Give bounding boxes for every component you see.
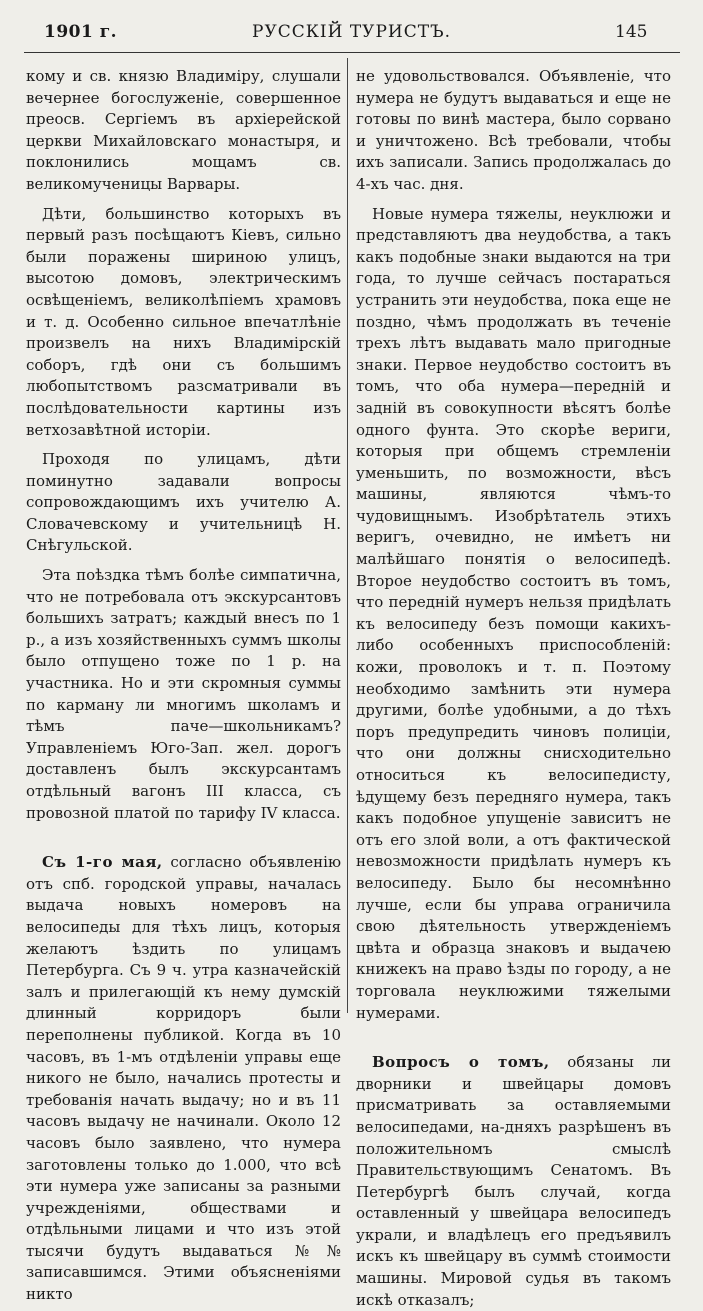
journal-title: РУССКІЙ ТУРИСТЪ. (252, 22, 451, 42)
right-paragraph-1: не удовольствовался. Объявленіе, что нумера не будутъ выдаваться и еще не готовы по винѣ мастера, было сорвано и уничтожено. Всѣ требовали, чтобы ихъ записали. Запись продолжалась до 4-хъ час. дня. (356, 67, 671, 193)
right-paragraph-3-text: обязаны ли дворники и швейцары домовъ присматривать за оставляемыми велосипедами, на-дняхъ разрѣшенъ въ положительномъ смыслѣ Правительствующимъ Сенатомъ. Въ Петербургѣ былъ случай, когда оставленный у швейцара велосипедъ украли, и владѣлецъ его предъявилъ искъ къ швейцару въ суммѣ стоимости машины. Мировой судья въ такомъ искѣ отказалъ; (356, 1053, 671, 1309)
right-column (356, 66, 671, 1309)
header-year: 1901 г. (44, 22, 118, 42)
left-paragraph-5 (26, 852, 341, 1305)
header-rule (24, 52, 680, 53)
column-divider (347, 58, 348, 1013)
left-paragraph-1: кому и св. князю Владиміру, слушали вечернее богослуженіе, совершенное преосв. Сергіемъ въ архіерейской церкви Михайловскаго монастыря, и поклонились мощамъ св. великомученицы Варвары. (26, 67, 341, 193)
news-lead-question: Вопросъ о томъ, (372, 1053, 550, 1072)
right-paragraph-2: Новые нумера тяжелы, неуклюжи и представляютъ два неудобства, а такъ какъ подобные знаки выдаются на три года, то лучше сейчасъ постараться устранить эти неудобства, пока еще не поздно, чѣмъ продолжать въ теченіе трехъ лѣтъ выдавать мало пригодные знаки. Первое неудобство состоитъ въ томъ, что оба нумера—передній и задній въ совокупности вѣсятъ болѣе одного фунта. Это скорѣе вериги, которыя при общемъ стремленіи уменьшить, по возможности, вѣсъ машины, являются чѣмъ-то чудовищнымъ. Изобрѣтатель этихъ веригъ, очевидно, не имѣетъ ни малѣйшаго понятія о велосипедѣ. Второе неудобство состоитъ въ томъ, что передній нумеръ нельзя придѣлать къ велосипеду безъ помощи какихъ-либо особенныхъ приспособленій: кожи, проволокъ и т. п. Поэтому необходимо замѣнить эти нумера другими, болѣе удобными, а до тѣхъ поръ предупредить чиновъ полиціи, что они должны снисходительно относиться къ велосипедисту, ѣдущему безъ передняго нумера, такъ какъ подобное упущеніе зависитъ не отъ его злой воли, а отъ фактической невозможности придѣлать нумеръ къ велосипеду. Было бы несомнѣнно лучше, если бы управа ограничила свою дѣятельность утвержденіемъ цвѣта и образца знаковъ и выдачею книжекъ на право ѣзды по городу, а не торговала неуклюжими тяжелыми нумерами. (356, 204, 671, 1022)
left-paragraph-4: Эта поѣздка тѣмъ болѣе симпатична, что не потребовала отъ экскурсантовъ большихъ затратъ; каждый внесъ по 1 р., а изъ хозяйственныхъ суммъ школы было отпущено тоже по 1 р. на участника. Но и эти скромныя суммы по карману ли многимъ школамъ и тѣмъ паче—школьникамъ? Управленіемъ Юго-Зап. жел. дорогъ доставленъ былъ экскурсантамъ отдѣльный вагонъ III класса, съ провозной платой по тарифу IV класса. (26, 566, 341, 822)
left-column (26, 66, 341, 1304)
left-paragraph-2: Дѣти, большинство которыхъ въ первый разъ посѣщаютъ Кіевъ, сильно были поражены шириною улицъ, высотою домовъ, электрическимъ освѣщеніемъ, великолѣпіемъ храмовъ и т. д. Особенно сильное впечатлѣніе произвелъ на нихъ Владимірскій соборъ, гдѣ они съ большимъ любопытствомъ разсматривали въ послѣдовательности картины изъ ветхозавѣтной исторіи. (26, 204, 341, 439)
news-lead-may-1: Съ 1-го мая, (42, 853, 163, 872)
page-number: 145 (615, 22, 648, 42)
left-paragraph-3: Проходя по улицамъ, дѣти поминутно задавали вопросы сопровождающимъ ихъ учителю А. Словачевскому и учительницѣ Н. Снѣгульской. (26, 450, 341, 555)
page-header (0, 0, 703, 50)
right-paragraph-3 (356, 1052, 671, 1311)
left-paragraph-5-text: согласно объявленію отъ спб. городской управы, началась выдача новыхъ номеровъ на велосипеды для тѣхъ лицъ, которыя желаютъ ѣздить по улицамъ Петербурга. Съ 9 ч. утра казначейскій залъ и прилегающій къ нему думскій длинный корридоръ были переполнены публикой. Когда въ 10 часовъ, въ 1-мъ отдѣленіи управы еще никого не было, начались протесты и требованія начать выдачу; но и въ 11 часовъ выдачу не начинали. Около 12 часовъ было заявлено, что нумера заготовлены только до 1.000, что всѣ эти нумера уже записаны за разными учрежденіями, обществами и отдѣльными лицами и что изъ этой тысячи будутъ выдаваться №№ записавшимся. Этими объясненіями никто (26, 853, 341, 1304)
